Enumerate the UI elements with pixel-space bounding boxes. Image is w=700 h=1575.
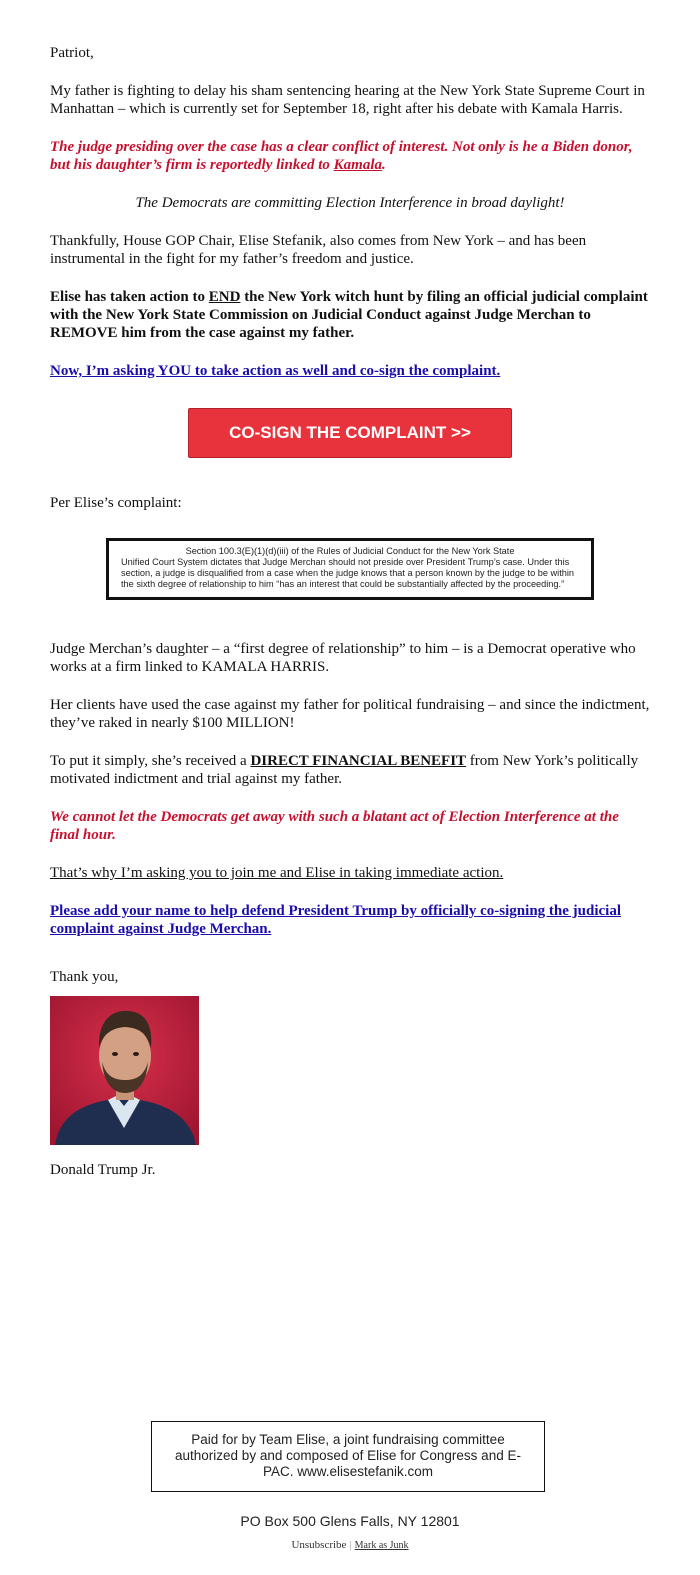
complaint-text-b: the New York witch hunt by filing an official judicial complaint with the New York State Commission on Judicial Conduct against Judge Merchan to REMOVE him from the case against my father. [50,289,648,341]
co-sign-link[interactable]: Now, I’m asking YOU to take action as well and co-sign the complaint. [50,363,501,379]
signer-photo [50,996,199,1145]
excerpt-body: Unified Court System dictates that Judge Merchan should not preside over President Trump’s case. Under this section, a judge is disqualified from a case when the judge knows that a person known by the judge to be within the sixth degree of relationship to him “has an interest that could be substantially affected by the proceeding.” [121,557,575,589]
mark-as-junk-link[interactable]: Mark as Junk [354,1540,409,1551]
mailing-address: PO Box 500 Glens Falls, NY 12801 [240,1513,460,1529]
direct-benefit-phrase: DIRECT FINANCIAL BENEFIT [250,753,467,769]
cta-row [50,408,650,458]
paragraph-complaint [50,288,650,342]
paragraph-conflict [50,138,650,174]
paid-for-text: Paid for by Team Elise, a joint fundraising committee authorized by and composed of Elise for Congress and E-PAC. www.elisestefanik.com [175,1432,521,1479]
election-interference-line: The Democrats are committing Election Interference in broad daylight! [135,195,565,211]
complaint-excerpt-box [106,538,594,600]
paid-for-disclaimer [151,1421,545,1492]
paragraph-fundraising: Her clients have used the case against my father for political fundraising – and since the indictment, they’ve raked in nearly $100 MILLION! [50,697,650,731]
conflict-end: . [381,157,386,173]
signoff: Thank you, [50,969,119,985]
greeting: Patriot, [50,45,94,61]
paragraph-stefanik: Thankfully, House GOP Chair, Elise Stefanik, also comes from New York – and has been instrumental in the fight for my father’s freedom and justice. [50,233,587,267]
unsubscribe-link[interactable]: Unsubscribe [291,1539,347,1551]
benefit-text-a: To put it simply, she’s received a [50,753,251,769]
kamala-link[interactable]: Kamala [333,157,382,173]
link-separator: | [349,1539,352,1551]
unsubscribe-row [0,1539,700,1551]
paragraph-ask [50,362,650,380]
conflict-text: The judge presiding over the case has a clear conflict of interest. Not only is he a Biden donor, but his daughter’s firm is reportedly linked to [50,139,633,173]
paragraph-benefit [50,752,650,788]
paragraph-add-name [50,902,650,938]
paragraph-immediate-action: That’s why I’m asking you to join me and Elise in taking immediate action. [50,865,504,881]
paragraph-per-complaint: Per Elise’s complaint: [50,495,182,511]
paragraph-daughter: Judge Merchan’s daughter – a “first degree of relationship” to him – is a Democrat operative who works at a firm linked to KAMALA HARRIS. [50,641,636,675]
add-name-link[interactable]: Please add your name to help defend President Trump by officially co-signing the judicial complaint against Judge Merchan. [50,903,621,937]
paragraph-sentencing: My father is fighting to delay his sham sentencing hearing at the New York State Supreme Court in Manhattan – which is currently set for September 18, right after his debate with Kamala Harris. [50,83,645,117]
paragraph-final-hour: We cannot let the Democrats get away with such a blatant act of Election Interference at the final hour. [50,809,619,843]
signature-name: Donald Trump Jr. [50,1162,156,1178]
benefit-text-b: from New York’s politically motivated indictment and trial against my father. [50,753,639,787]
email-body [50,44,650,1199]
co-sign-button[interactable]: CO-SIGN THE COMPLAINT >> [188,408,512,458]
end-word: END [208,289,241,305]
excerpt-first-line: Section 100.3(E)(1)(d)(iii) of the Rules of Judicial Conduct for the New York State [185,546,515,556]
complaint-text-a: Elise has taken action to [50,289,209,305]
